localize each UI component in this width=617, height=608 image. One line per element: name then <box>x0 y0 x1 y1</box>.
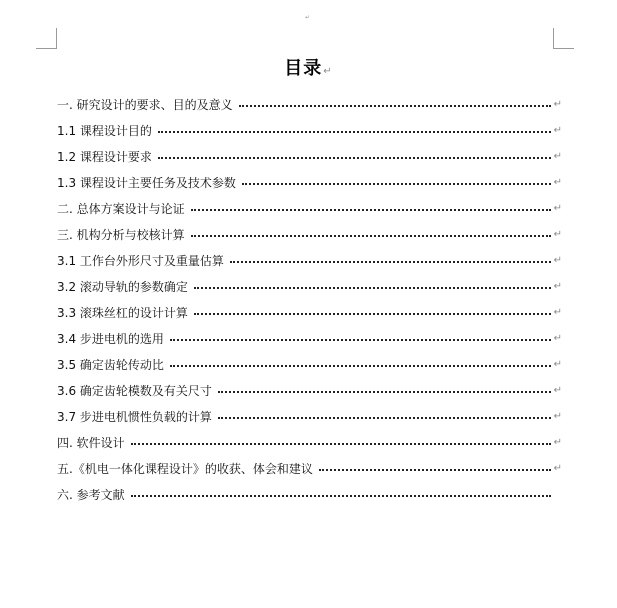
toc-entry-text[interactable]: 3.7 步进电机惯性负载的计算 <box>57 409 212 424</box>
toc-entry[interactable] <box>57 273 562 299</box>
toc-entry[interactable] <box>57 143 562 169</box>
paragraph-mark: ↵ <box>553 306 562 318</box>
toc-entry[interactable] <box>57 169 562 195</box>
paragraph-mark: ↵ <box>553 228 562 240</box>
toc-entry[interactable] <box>57 429 562 455</box>
toc-entry-text[interactable]: 四. 软件设计 <box>57 435 125 450</box>
toc-dot-leader <box>191 207 551 211</box>
toc-title-text: 目录 <box>284 58 323 79</box>
toc-dot-leader <box>131 493 551 497</box>
toc-entry[interactable] <box>57 351 562 377</box>
header-paragraph-mark: ↵ <box>305 14 311 21</box>
toc-entry[interactable] <box>57 195 562 221</box>
toc-entry-text[interactable]: 一. 研究设计的要求、目的及意义 <box>57 97 233 112</box>
toc-entry-text[interactable]: 六. 参考文献 <box>57 487 125 502</box>
toc-dot-leader <box>170 337 551 341</box>
toc-entry[interactable] <box>57 91 562 117</box>
toc-entry[interactable] <box>57 247 562 273</box>
toc-entry-text[interactable]: 1.1 课程设计目的 <box>57 123 152 138</box>
toc-dot-leader <box>239 103 551 107</box>
toc-dot-leader <box>131 441 551 445</box>
toc-dot-leader <box>319 467 551 471</box>
toc-entry-text[interactable]: 三. 机构分析与校核计算 <box>57 227 185 242</box>
toc-entry-text[interactable]: 1.2 课程设计要求 <box>57 149 152 164</box>
toc-dot-leader <box>230 259 551 263</box>
toc-entry-text[interactable]: 五.《机电一体化课程设计》的收获、体会和建议 <box>57 461 313 476</box>
toc-entry[interactable] <box>57 403 562 429</box>
toc-entry-text[interactable]: 3.1 工作台外形尺寸及重量估算 <box>57 253 224 268</box>
paragraph-mark: ↵ <box>553 98 562 110</box>
paragraph-mark: ↵ <box>323 66 333 77</box>
paragraph-mark: ↵ <box>553 150 562 162</box>
toc-entry[interactable] <box>57 117 562 143</box>
toc-dot-leader <box>194 311 551 315</box>
toc-entry-text[interactable]: 3.5 确定齿轮传动比 <box>57 357 164 372</box>
paragraph-mark: ↵ <box>553 410 562 422</box>
toc-entry-text[interactable]: 3.2 滚动导轨的参数确定 <box>57 279 188 294</box>
paragraph-mark: ↵ <box>553 332 562 344</box>
toc-entry-text[interactable]: 1.3 课程设计主要任务及技术参数 <box>57 175 236 190</box>
toc-entry[interactable] <box>57 455 562 481</box>
crop-mark-top-right <box>553 28 574 49</box>
paragraph-mark: ↵ <box>553 124 562 136</box>
paragraph-mark: ↵ <box>553 280 562 292</box>
toc-entry-text[interactable]: 3.4 步进电机的选用 <box>57 331 164 346</box>
toc-dot-leader <box>191 233 551 237</box>
toc-entry-text[interactable]: 3.3 滚珠丝杠的设计计算 <box>57 305 188 320</box>
toc-entry-text[interactable]: 二. 总体方案设计与论证 <box>57 201 185 216</box>
toc-entry[interactable] <box>57 325 562 351</box>
toc-dot-leader <box>170 363 551 367</box>
paragraph-mark: ↵ <box>553 384 562 396</box>
toc-dot-leader <box>194 285 551 289</box>
toc-title <box>0 54 617 80</box>
paragraph-mark: ↵ <box>553 436 562 448</box>
toc-list <box>57 91 562 507</box>
paragraph-mark: ↵ <box>553 358 562 370</box>
toc-dot-leader <box>218 389 551 393</box>
paragraph-mark: ↵ <box>553 202 562 214</box>
crop-mark-top-left <box>36 28 57 49</box>
paragraph-mark: ↵ <box>553 176 562 188</box>
toc-entry[interactable] <box>57 221 562 247</box>
toc-entry-text[interactable]: 3.6 确定齿轮模数及有关尺寸 <box>57 383 212 398</box>
toc-dot-leader <box>242 181 551 185</box>
toc-dot-leader <box>158 155 551 159</box>
toc-dot-leader <box>218 415 551 419</box>
toc-dot-leader <box>158 129 551 133</box>
toc-entry[interactable] <box>57 377 562 403</box>
toc-entry[interactable] <box>57 481 562 507</box>
paragraph-mark: ↵ <box>553 462 562 474</box>
paragraph-mark: ↵ <box>553 254 562 266</box>
toc-entry[interactable] <box>57 299 562 325</box>
